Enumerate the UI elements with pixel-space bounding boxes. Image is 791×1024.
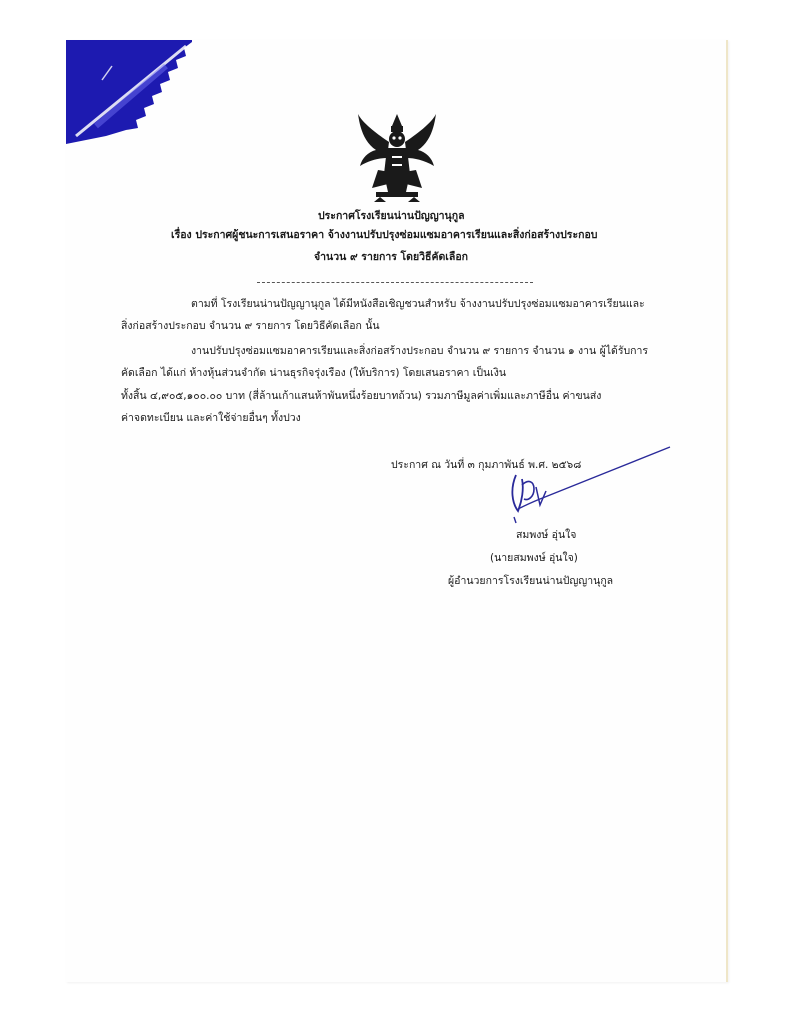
paragraph-1-line-2: สิ่งก่อสร้างประกอบ จำนวน ๙ รายการ โดยวิธีคัดเลือก นั้น: [121, 320, 380, 332]
header-divider: [257, 282, 533, 283]
paragraph-2-line-2: คัดเลือก ได้แก่ ห้างหุ้นส่วนจำกัด น่านธุรกิจรุ่งเรือง (ให้บริการ) โดยเสนอราคา เป็นเงิน: [121, 367, 507, 379]
signer-fullname: (นายสมพงษ์ อุ่นใจ): [490, 552, 578, 564]
paragraph-2-line-1: งานปรับปรุงซ่อมแซมอาคารเรียนและสิ่งก่อสร้างประกอบ จำนวน ๙ รายการ จำนวน ๑ งาน ผู้ได้รับการ: [191, 345, 649, 357]
announcement-date: ประกาศ ณ วันที่ ๓ กุมภาพันธ์ พ.ศ. ๒๕๖๘: [391, 459, 582, 471]
paragraph-2-line-4: ค่าจดทะเบียน และค่าใช้จ่ายอื่นๆ ทั้งปวง: [121, 412, 301, 424]
handwritten-signature: [500, 445, 675, 525]
announcement-subject-line2: จำนวน ๙ รายการ โดยวิธีคัดเลือก: [314, 251, 468, 263]
paragraph-1-line-1: ตามที่ โรงเรียนน่านปัญญานุกูล ได้มีหนังสือเชิญชวนสำหรับ จ้างงานปรับปรุงซ่อมแซมอาคารเรียนและ: [191, 298, 645, 310]
blue-corner-tab: [66, 40, 192, 144]
announcement-title: ประกาศโรงเรียนน่านปัญญานุกูล: [318, 210, 465, 222]
signer-name: สมพงษ์ อุ่นใจ: [516, 529, 577, 541]
signer-position: ผู้อำนวยการโรงเรียนน่านปัญญานุกูล: [448, 575, 614, 587]
garuda-emblem: [354, 112, 440, 202]
paragraph-2-line-3: ทั้งสิ้น ๔,๙๐๕,๑๐๐.๐๐ บาท (สี่ล้านเก้าแสนห้าพันหนึ่งร้อยบาทถ้วน) รวมภาษีมูลค่าเพิ่มและภาษีอื่น ค่าขนส่ง: [121, 390, 602, 402]
announcement-subject: เรื่อง ประกาศผู้ชนะการเสนอราคา จ้างงานปรับปรุงซ่อมแซมอาคารเรียนและสิ่งก่อสร้างประกอบ: [171, 229, 598, 241]
